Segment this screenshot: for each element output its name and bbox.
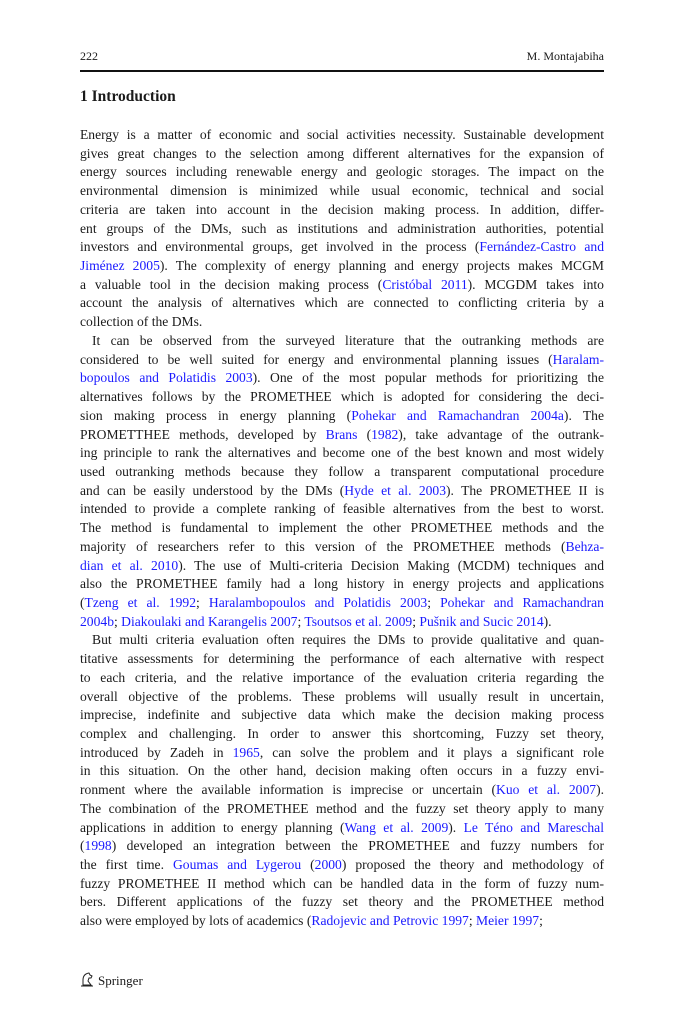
text-span: ).: [543, 613, 552, 629]
text-span: ) developed an integration between the PROMETHEE and fuzzy numbers for: [111, 838, 604, 854]
text-line: [80, 819, 604, 838]
text-span: (: [80, 838, 85, 854]
text-span: ) proposed the theory and methodology of: [341, 857, 604, 873]
citation-link[interactable]: bopoulos and Polatidis 2003: [80, 370, 253, 386]
text-line: [80, 912, 604, 931]
text-line: [80, 500, 604, 519]
text-line: [80, 837, 604, 856]
text-span: ent groups of the DMs, such as institutions and administration authorities, potential: [80, 220, 604, 236]
text-span: gives great changes to the selection among different alternatives for the expansion of: [80, 145, 604, 161]
citation-link[interactable]: Fernández-Castro and: [479, 239, 605, 255]
text-span: PROMETTHEE methods, developed by: [80, 426, 326, 442]
text-span: account the analysis of alternatives which are connected to conflicting criteria by a: [80, 295, 604, 311]
text-line: [80, 631, 604, 650]
springer-horse-icon: [80, 971, 94, 991]
text-span: ). One of the most popular methods for prioritizing the: [252, 370, 604, 386]
text-span: ;: [412, 613, 420, 629]
text-line: [80, 238, 604, 257]
citation-link[interactable]: Pohekar and Ramachandran 2004a: [351, 407, 564, 423]
citation-link[interactable]: Haralam-: [552, 351, 604, 367]
text-span: in this situation. On the other hand, decision making often occurs in a fuzzy envi-: [80, 763, 604, 779]
text-line: [80, 613, 604, 632]
text-line: [80, 126, 604, 145]
citation-link[interactable]: Hyde et al. 2003: [344, 482, 447, 498]
text-line: [80, 313, 604, 332]
text-line: [80, 893, 604, 912]
text-span: the first time.: [80, 857, 173, 873]
text-line: [80, 519, 604, 538]
citation-link[interactable]: Wang et al. 2009: [344, 819, 449, 835]
citation-link[interactable]: Brans: [325, 426, 358, 442]
text-line: [80, 875, 604, 894]
text-span: ing principle to rank the alternatives and become one of the best known and most widely: [80, 445, 604, 461]
text-line: [80, 781, 604, 800]
text-span: criteria are taken into account in the decision making process. In addition, differ-: [80, 201, 604, 217]
text-line: [80, 594, 604, 613]
text-span: ). MCGDM takes into: [467, 276, 604, 292]
citation-link[interactable]: Tzeng et al. 1992: [84, 594, 196, 610]
citation-link[interactable]: 1998: [84, 838, 112, 854]
citation-link[interactable]: Haralambopoulos and Polatidis 2003: [208, 594, 428, 610]
text-span: ;: [297, 613, 305, 629]
paragraph: [80, 332, 604, 632]
citation-link[interactable]: Behza-: [565, 538, 604, 554]
text-span: considered to be well suited for energy and environmental planning issues (: [80, 351, 553, 367]
text-span: applications in addition to energy planning (: [80, 819, 345, 835]
text-span: ), take advantage of the outrank-: [398, 426, 604, 442]
citation-link[interactable]: Tsoutsos et al. 2009: [304, 613, 413, 629]
text-line: [80, 856, 604, 875]
citation-link[interactable]: Pušnik and Sucic 2014: [419, 613, 544, 629]
text-span: ).: [596, 782, 604, 798]
text-line: [80, 220, 604, 239]
paragraph: [80, 126, 604, 332]
text-line: [80, 294, 604, 313]
citation-link[interactable]: 1965: [232, 744, 260, 760]
text-line: [80, 407, 604, 426]
text-line: [80, 444, 604, 463]
text-span: ;: [113, 613, 122, 629]
section-heading: 1 Introduction: [80, 88, 176, 105]
text-span: ). The complexity of energy planning and energy projects makes MCGM: [159, 258, 605, 274]
text-line: [80, 725, 604, 744]
text-span: a valuable tool in the decision making process (: [80, 276, 383, 292]
text-line: [80, 650, 604, 669]
body-text: [80, 126, 604, 931]
text-span: environmental dimension is minimized while usual economic, technical and social: [80, 183, 604, 199]
text-span: (: [80, 594, 85, 610]
text-span: ;: [196, 594, 209, 610]
text-line: [80, 276, 604, 295]
text-line: [80, 388, 604, 407]
citation-link[interactable]: Pohekar and Ramachandran: [440, 594, 604, 610]
citation-link[interactable]: 1982: [371, 426, 399, 442]
text-line: [80, 706, 604, 725]
citation-link[interactable]: Le Téno and Mareschal: [463, 819, 604, 835]
publisher-name: Springer: [98, 973, 143, 988]
text-span: energy sources including renewable energy and geologic storages. The impact on the: [80, 164, 604, 180]
text-span: collection of the DMs.: [80, 314, 203, 330]
text-line: [80, 688, 604, 707]
text-span: to each criteria, and the relative importance of the evaluation criteria regarding the: [80, 669, 604, 685]
text-span: (: [357, 426, 372, 442]
citation-link[interactable]: Radojevic and Petrovic 1997: [311, 913, 469, 929]
text-span: introduced by Zadeh in: [80, 744, 233, 760]
text-span: The combination of the PROMETHEE method and the fuzzy set theory apply to many: [80, 800, 604, 816]
text-span: Energy is a matter of economic and social activities necessity. Sustainable development: [80, 127, 604, 142]
footer: [80, 971, 143, 991]
text-span: intended to provide a complete ranking of feasible alternatives from the best to worst.: [80, 501, 604, 517]
text-line: [80, 145, 604, 164]
text-span: But multi criteria evaluation often requires the DMs to provide qualitative and quan-: [92, 632, 604, 648]
running-header: [80, 49, 604, 64]
paragraph: [80, 631, 604, 931]
text-line: [80, 257, 604, 276]
running-author: M. Montajabiha: [526, 49, 604, 63]
citation-link[interactable]: 2000: [314, 857, 342, 873]
page-number: 222: [80, 49, 98, 63]
text-line: [80, 538, 604, 557]
text-line: [80, 762, 604, 781]
citation-link[interactable]: Kuo et al. 2007: [496, 782, 597, 798]
citation-link[interactable]: Cristóbal 2011: [382, 276, 468, 292]
text-span: overall objective of the problems. These problems will usually result in uncertain,: [80, 688, 604, 704]
text-line: [80, 744, 604, 763]
text-span: ). The PROMETHEE II is: [446, 482, 604, 498]
text-span: also the PROMETHEE family had a long history in energy projects and applications: [80, 576, 604, 592]
text-line: [80, 163, 604, 182]
citation-link[interactable]: Goumas and Lygerou: [172, 857, 302, 873]
text-line: [80, 182, 604, 201]
text-span: investors and environmental groups, get involved in the process (: [80, 239, 480, 255]
citation-link[interactable]: Meier 1997: [476, 913, 540, 929]
text-span: sion making process in energy planning (: [80, 407, 352, 423]
citation-link[interactable]: Jiménez 2005: [80, 258, 160, 274]
citation-link[interactable]: 2004b: [80, 613, 114, 629]
text-line: [80, 575, 604, 594]
text-line: [80, 369, 604, 388]
text-span: ). The: [563, 407, 604, 423]
citation-link[interactable]: dian et al. 2010: [80, 557, 179, 573]
text-span: ;: [427, 594, 441, 610]
text-line: [80, 482, 604, 501]
text-span: It can be observed from the surveyed literature that the outranking methods are: [92, 332, 604, 348]
text-span: alternatives follows by the PROMETHEE which is adopted for considering the deci-: [80, 389, 604, 405]
text-span: bers. Different applications of the fuzzy set theory and the PROMETHEE method: [80, 894, 604, 910]
header-rule: [80, 70, 604, 72]
text-span: (: [301, 857, 315, 873]
text-line: [80, 351, 604, 370]
text-line: [80, 669, 604, 688]
text-span: also were employed by lots of academics (: [80, 913, 312, 929]
text-span: complex and challenging. In order to answer this shortcoming, Fuzzy set theory,: [80, 726, 604, 741]
text-line: [80, 426, 604, 445]
text-line: [80, 332, 604, 351]
text-span: The method is fundamental to implement the other PROMETHEE methods and the: [80, 520, 604, 536]
text-span: imprecise, indefinite and subjective data which make the decision making process: [80, 707, 604, 723]
text-span: ). The use of Multi-criteria Decision Making (MCDM) techniques and: [178, 557, 604, 573]
text-span: ronment where the available information is imprecise or uncertain (: [80, 782, 496, 798]
text-span: and can be easily understood by the DMs (: [80, 482, 345, 498]
text-span: ;: [468, 913, 477, 929]
citation-link[interactable]: Diakoulaki and Karangelis 2007: [121, 613, 298, 629]
text-span: titative assessments for determining the performance of each alternative with respect: [80, 651, 604, 667]
text-span: majority of researchers refer to this version of the PROMETHEE methods (: [80, 538, 566, 554]
text-span: fuzzy PROMETHEE II method which can be handled data in the form of fuzzy num-: [80, 875, 604, 891]
text-line: [80, 557, 604, 576]
text-span: , can solve the problem and it plays a significant role: [259, 744, 604, 760]
text-line: [80, 201, 604, 220]
text-span: ;: [539, 913, 543, 929]
text-line: [80, 463, 604, 482]
text-span: used outranking methods because they follow a transparent computational procedure: [80, 463, 604, 479]
text-line: [80, 800, 604, 819]
text-span: ).: [448, 819, 464, 835]
